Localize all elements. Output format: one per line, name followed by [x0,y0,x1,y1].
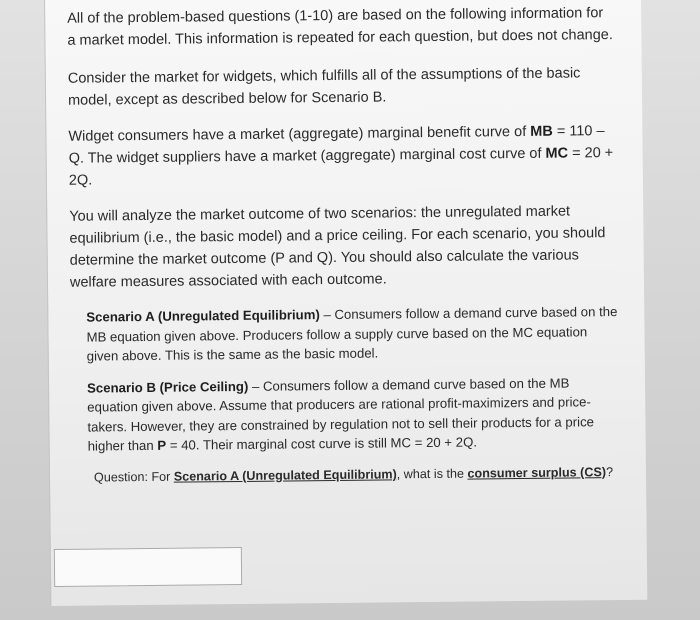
curves-description [68,120,617,192]
scenario-b-text-1: – Consumers follow a demand curve based on the MB equation given above. Assume that producers are rational profit-maximizers and price-takers. However, they are constrained by regulation not to sell their products for a price higher than [87,375,595,454]
mc-label: MC [545,145,569,162]
analysis-instructions: You will analyze the market outcome of two scenarios: the unregulated market equilibrium (i.e., the basic model) and a price ceiling. For each scenario, you should determine the market outcome (P and Q). You should also calculate the various welfare measures associated with each outcome. [69,203,606,291]
question-prefix: Question: For [93,469,174,485]
curves-text-2: = 110 – Q. The widget suppliers have a market (aggregate) marginal cost curve of [68,123,605,167]
scenario-a-title: Scenario A (Unregulated Equilibrium) [86,307,320,325]
question-target: consumer surplus (CS) [467,464,607,481]
intro-text: All of the problem-based questions (1-10) are based on the following information for a market model. This information is repeated for each question, but does not change. [67,5,613,49]
curves-text-1: Widget consumers have a market (aggregate) marginal benefit curve of [68,123,531,145]
scenario-a [70,302,619,366]
market-description: Consider the market for widgets, which fulfills all of the assumptions of the basic model, except as described below for Scenario B. [67,65,581,109]
question-card [44,0,647,606]
price-ceiling-label: P [157,437,167,453]
question-content [67,2,620,487]
question-prompt [72,462,620,487]
question-scenario: Scenario A (Unregulated Equilibrium) [173,466,397,484]
mb-label: MB [530,123,553,140]
curves-text-3: = 20 + 2Q. [68,145,614,189]
scenario-b [71,372,620,456]
scenario-b-text-2: = 40. Their marginal cost curve is still MC = 20 + 2Q. [166,434,478,453]
answer-input[interactable] [54,547,242,587]
scenario-b-title: Scenario B (Price Ceiling) [86,378,249,396]
question-mid: , what is the [396,466,468,481]
question-suffix: ? [605,464,614,479]
scenario-a-text: – Consumers follow a demand curve based on the MB equation given above. Producers follow a supply curve based on the MC equation given above. This is the same as the basic model. [86,304,618,364]
